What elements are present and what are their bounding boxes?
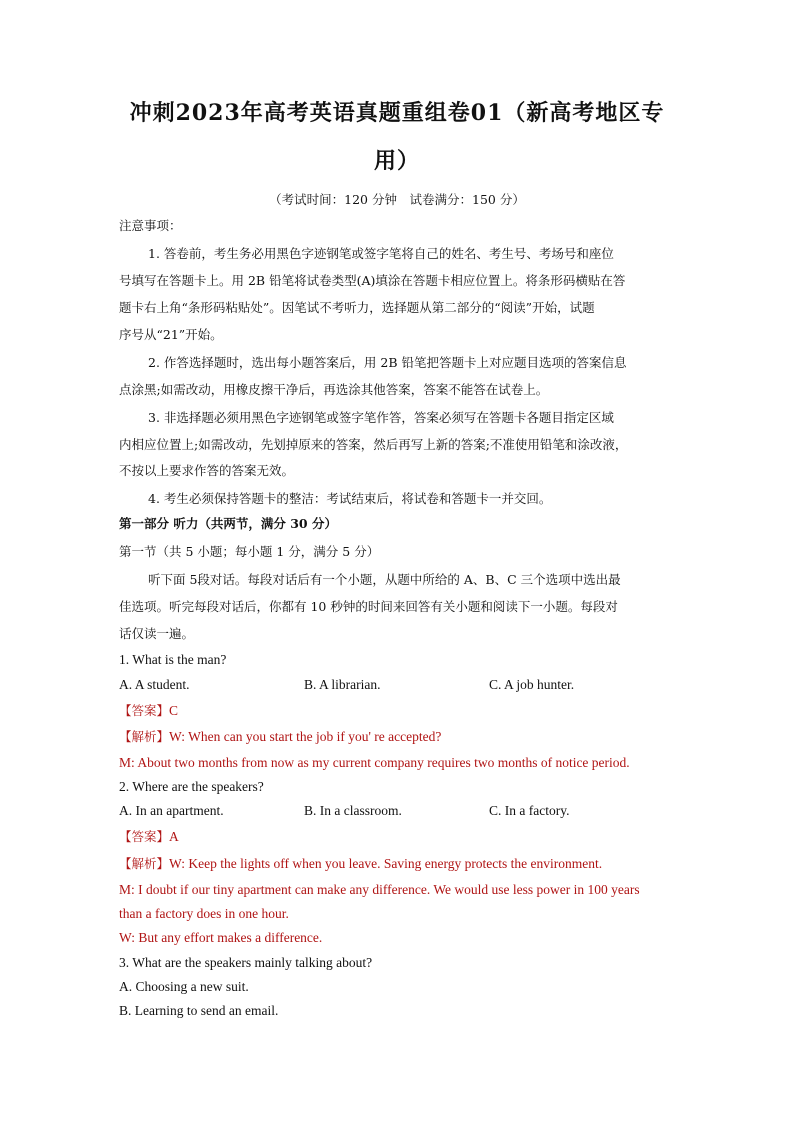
notice-line: 序号从“21”开始。: [119, 327, 223, 342]
notice-heading: 注意事项：: [119, 218, 182, 233]
notice-line: 2. 作答选择题时，选出每小题答案后，用 2B 铅笔把答题卡上对应题目选项的答案信息: [148, 355, 627, 370]
section1-heading: 第一节（共 5 小题；每小题 1 分，满分 5 分）: [119, 544, 380, 559]
notice-line: 4. 考生必须保持答题卡的整洁：考试结束后，将试卷和答题卡一并交回。: [148, 491, 552, 506]
page-title-continued: 用）: [373, 148, 420, 174]
q2-option-b: B. In a classroom.: [304, 803, 402, 818]
analysis-line: M: I doubt if our tiny apartment can make any difference. We would use less power in 100 years: [119, 882, 640, 897]
answer-label: 【答案】: [119, 703, 170, 718]
q1-option-a: A. A student.: [119, 677, 190, 692]
answer-value: A: [169, 829, 179, 844]
analysis-line: than a factory does in one hour.: [119, 906, 289, 921]
question-2: 2. Where are the speakers?: [119, 779, 264, 794]
notice-line: 内相应位置上;如需改动，先划掉原来的答案，然后再写上新的答案;不准使用铅笔和涂改液，: [119, 437, 628, 452]
q3-option-b: B. Learning to send an email.: [119, 1003, 279, 1018]
question-1: 1. What is the man?: [119, 652, 227, 667]
answer-value: C: [169, 703, 179, 718]
instruction-line: 听下面 5段对话。每段对话后有一个小题，从题中所给的 A、B、C 三个选项中选出最: [148, 572, 621, 587]
q2-answer: [119, 824, 679, 850]
notice-line: 1. 答卷前，考生务必用黑色字迹钢笔或签字笔将自己的姓名、考生号、考场号和座位: [148, 246, 614, 261]
part1-heading: 第一部分 听力（共两节，满分 30 分）: [119, 516, 337, 531]
q3-option-a: A. Choosing a new suit.: [119, 979, 249, 994]
question-3: 3. What are the speakers mainly talking about?: [119, 955, 373, 970]
notice-line: 3. 非选择题必须用黑色字迹钢笔或签字笔作答，答案必须写在答题卡各题目指定区域: [148, 410, 614, 425]
analysis-line: W: When can you start the job if you' re accepted?: [169, 729, 442, 744]
q1-option-b: B. A librarian.: [304, 677, 381, 692]
q1-analysis: [119, 724, 679, 750]
notice-line: 题卡右上角“条形码粘贴处”。因笔试不考听力，选择题从第二部分的“阅读”开始，试题: [119, 300, 595, 315]
answer-label: 【答案】: [119, 829, 170, 844]
q2-option-a: A. In an apartment.: [119, 803, 224, 818]
q2-option-c: C. In a factory.: [489, 803, 570, 818]
instruction-line: 话仅读一遍。: [119, 626, 195, 641]
q1-answer: [119, 698, 679, 724]
instruction-line: 佳选项。听完每段对话后，你都有 10 秒钟的时间来回答有关小题和阅读下一小题。每段对: [119, 599, 618, 614]
analysis-line: W: Keep the lights off when you leave. Saving energy protects the environment.: [169, 856, 603, 871]
exam-time-info: （考试时间：120 分钟 试卷满分：150 分）: [269, 192, 525, 207]
analysis-label: 【解析】: [119, 729, 170, 744]
page-title: 冲刺2023年高考英语真题重组卷01（新高考地区专: [129, 100, 665, 126]
q2-analysis: [119, 851, 679, 877]
notice-line: 不按以上要求作答的答案无效。: [119, 463, 295, 478]
q1-option-c: C. A job hunter.: [489, 677, 575, 692]
notice-line: 号填写在答题卡上。用 2B 铅笔将试卷类型(A)填涂在答题卡相应位置上。将条形码横贴在答: [119, 273, 626, 288]
notice-line: 点涂黑;如需改动，用橡皮擦干净后，再选涂其他答案，答案不能答在试卷上。: [119, 382, 549, 397]
analysis-line: W: But any effort makes a difference.: [119, 930, 323, 945]
analysis-label: 【解析】: [119, 856, 170, 871]
analysis-line: M: About two months from now as my current company requires two months of notice period.: [119, 755, 630, 770]
